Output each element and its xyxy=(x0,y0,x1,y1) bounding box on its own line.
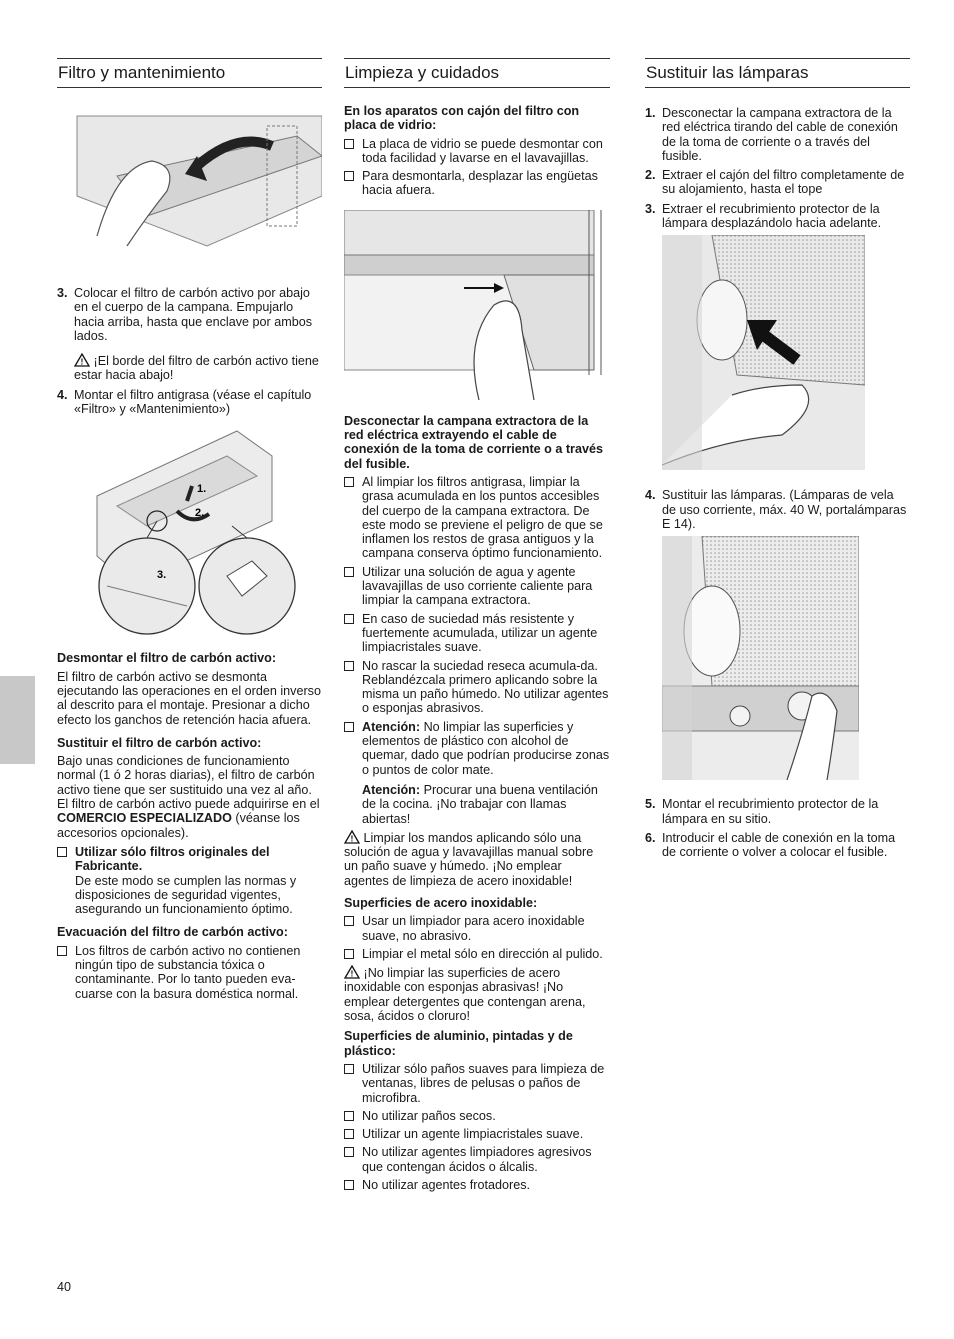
step-text: Sustituir las lámparas. (Lámparas de vela de uso corriente, máx. 40 W, portalámparas E 14). xyxy=(662,488,907,531)
list-item: Utilizar un agente limpiacristales suave. xyxy=(362,1127,584,1142)
list-item: Utilizar sólo paños suaves para limpieza de ventanas, libres de pelusas o paños de microfibra. xyxy=(362,1061,605,1105)
checkbox-bullet xyxy=(57,847,67,857)
step-number: 5. xyxy=(645,797,656,812)
subheading: En los aparatos con cajón del filtro con placa de vidrio: xyxy=(344,104,580,133)
step-number: 2. xyxy=(645,168,656,183)
list-item: Al limpiar los filtros antigrasa, limpiar la grasa acumulada en los puntos accesibles del cuerpo de la campana extractora. De este modo se previene el peligro de que se inflamen los restos de grasa antiguos y la campana conserva óptimo funcionamiento. xyxy=(362,474,603,561)
subheading: Superficies de acero inoxidable: xyxy=(344,895,538,910)
subheading: Desmontar el filtro de carbón activo: xyxy=(57,651,277,666)
step-text: Introducir el cable de conexión en la toma de corriente o volver a colocar el fusible. xyxy=(662,830,896,860)
list-item: No rascar la suciedad reseca acumula-da. Reblandézcala primero aplicando sobre la misma un paño húmedo. No utilizar agentes o esponjas abrasivos. xyxy=(362,658,609,716)
step-text: Montar el recubrimiento protector de la lámpara en su sitio. xyxy=(662,797,879,826)
list-item: No utilizar agentes frotadores. xyxy=(362,1178,531,1193)
svg-text:!: ! xyxy=(350,969,354,979)
bold-text: Utilizar sólo filtros originales del Fabricante. xyxy=(75,844,270,874)
paragraph: Los filtros de carbón activo no contienen ningún tipo de substancia tóxica o contaminante. Por lo tanto pueden eva-cuarse con la basura doméstica normal. xyxy=(75,943,301,1001)
checkbox-bullet xyxy=(344,1064,354,1074)
bold-warning: Desconectar la campana extractora de la red eléctrica extrayendo el cable de conexión de la toma de corriente o a través del fusible. xyxy=(344,413,603,471)
warning-paragraph: ! Limpiar los mandos aplicando sólo una solución de agua y lavavajillas manual sobre un paño suave y húmedo. ¡No emplear agentes de limpieza de acero inoxidable! xyxy=(344,830,594,888)
list-item: En caso de suciedad más resistente y fuertemente acumulada, utilizar un agente limpiacristales suave. xyxy=(362,611,598,655)
column-lamparas xyxy=(645,58,910,864)
section-tab xyxy=(0,676,35,764)
step-text: Desconectar la campana extractora de la red eléctrica tirando del cable de conexión de la toma de corriente o a través del fusible. xyxy=(662,106,898,163)
svg-text:!: ! xyxy=(80,357,84,367)
warning-text: ¡El borde del filtro de carbón activo tiene estar hacia abajo! xyxy=(74,354,319,383)
checkbox-bullet xyxy=(344,614,354,624)
checkbox-bullet xyxy=(344,1111,354,1121)
figure-filter-hooks xyxy=(57,426,322,641)
atencion-label: Atención: xyxy=(362,719,421,734)
step-number: 4. xyxy=(57,387,68,402)
warning-icon xyxy=(74,353,90,367)
step-text: Colocar el filtro de carbón activo por abajo en el cuerpo de la campana. Empujarlo hacia arriba, hasta que enclave por ambos lados. xyxy=(74,286,313,343)
list-item: Usar un limpiador para acero inoxidable suave, no abrasivo. xyxy=(362,914,585,943)
figure-filter-insert xyxy=(57,106,322,256)
subheading: Sustituir el filtro de carbón activo: xyxy=(57,735,262,750)
checkbox-bullet xyxy=(344,139,354,149)
page-number: 40 xyxy=(57,1280,72,1294)
section-title: Filtro y mantenimiento xyxy=(57,58,322,88)
list-item: Procurar una buena ventilación de la cocina. ¡No trabajar con llamas abiertas! xyxy=(362,782,598,826)
checkbox-bullet xyxy=(344,1147,354,1157)
section-title: Sustituir las lámparas xyxy=(645,58,910,88)
svg-text:!: ! xyxy=(350,834,354,844)
paragraph: El filtro de carbón activo se desmonta ejecutando las operaciones en el orden inverso al descrito para el montaje. Presionar a dicho efecto los ganchos de retención hacia afuera. xyxy=(57,669,321,727)
step-number: 4. xyxy=(645,488,656,503)
list-item: Limpiar el metal sólo en dirección al pulido. xyxy=(362,946,603,961)
checkbox-bullet xyxy=(344,722,354,732)
step-text: Montar el filtro antigrasa (véase el capítulo «Filtro» y «Mantenimiento») xyxy=(74,387,312,417)
fig-label-2: 2. xyxy=(195,507,205,520)
step-number: 3. xyxy=(57,286,68,300)
list-item: No limpiar las superficies y elementos de plástico con alcohol de quemar, dado que podrían producirse zonas o puntos de color mate. xyxy=(362,719,610,777)
figure-lamp-cover xyxy=(662,235,865,470)
checkbox-bullet xyxy=(344,916,354,926)
subheading: Superficies de aluminio, pintadas y de plástico: xyxy=(344,1029,573,1058)
list-item: No utilizar agentes limpiadores agresivos que contengan ácidos o álcalis. xyxy=(362,1145,592,1174)
list-item: La placa de vidrio se puede desmontar con toda facilidad y lavarse en el lavavajillas. xyxy=(362,136,603,165)
checkbox-bullet xyxy=(344,567,354,577)
step-text: Extraer el recubrimiento protector de la lámpara desplazándolo hacia adelante. xyxy=(662,201,882,231)
column-limpieza xyxy=(344,58,610,1196)
warning-paragraph: ! ¡No limpiar las superficies de acero inoxidable con esponjas abrasivas! ¡No emplear detergentes que contengan arena, sosa, ácidos o cloruro! xyxy=(344,966,586,1024)
step-text: Extraer el cajón del filtro completamente de su alojamiento, hasta el tope xyxy=(662,168,905,197)
subheading: Evacuación del filtro de carbón activo: xyxy=(57,925,288,940)
paragraph: Bajo unas condiciones de funcionamiento normal (1 ó 2 horas diarias), el filtro de carbón activo tiene que ser sustituido una vez al año. El filtro de carbón activo puede adquirirse en el COMERCIO ESPECIALIZADO (véanse los accesorios opcionales). xyxy=(57,754,320,840)
checkbox-bullet xyxy=(344,949,354,959)
list-item: Utilizar una solución de agua y agente lavavajillas de uso corriente caliente para limpiar la campana extractora. xyxy=(362,564,593,608)
step-number: 3. xyxy=(645,201,656,216)
section-title: Limpieza y cuidados xyxy=(344,58,610,88)
list-item: No utilizar paños secos. xyxy=(362,1108,496,1123)
warning-icon xyxy=(344,830,360,844)
checkbox-bullet xyxy=(344,661,354,671)
figure-glass-plate xyxy=(344,210,610,400)
checkbox-bullet xyxy=(344,171,354,181)
checkbox-bullet xyxy=(344,477,354,487)
warning-icon xyxy=(344,965,360,979)
atencion-label: Atención: xyxy=(362,782,421,797)
figure-lamp-replace xyxy=(662,536,859,780)
paragraph: De este modo se cumplen las normas y disposiciones de seguridad vigentes, asegurando un funcionamiento óptimo. xyxy=(75,873,297,917)
step-number: 6. xyxy=(645,830,656,845)
checkbox-bullet xyxy=(57,946,67,956)
checkbox-bullet xyxy=(344,1129,354,1139)
column-filtro xyxy=(57,58,322,1005)
list-item: Para desmontarla, desplazar las engüetas hacia afuera. xyxy=(362,169,598,198)
step-number: 1. xyxy=(645,106,656,120)
fig-label-1: 1. xyxy=(197,483,207,496)
fig-label-3: 3. xyxy=(157,569,167,582)
checkbox-bullet xyxy=(344,1180,354,1190)
